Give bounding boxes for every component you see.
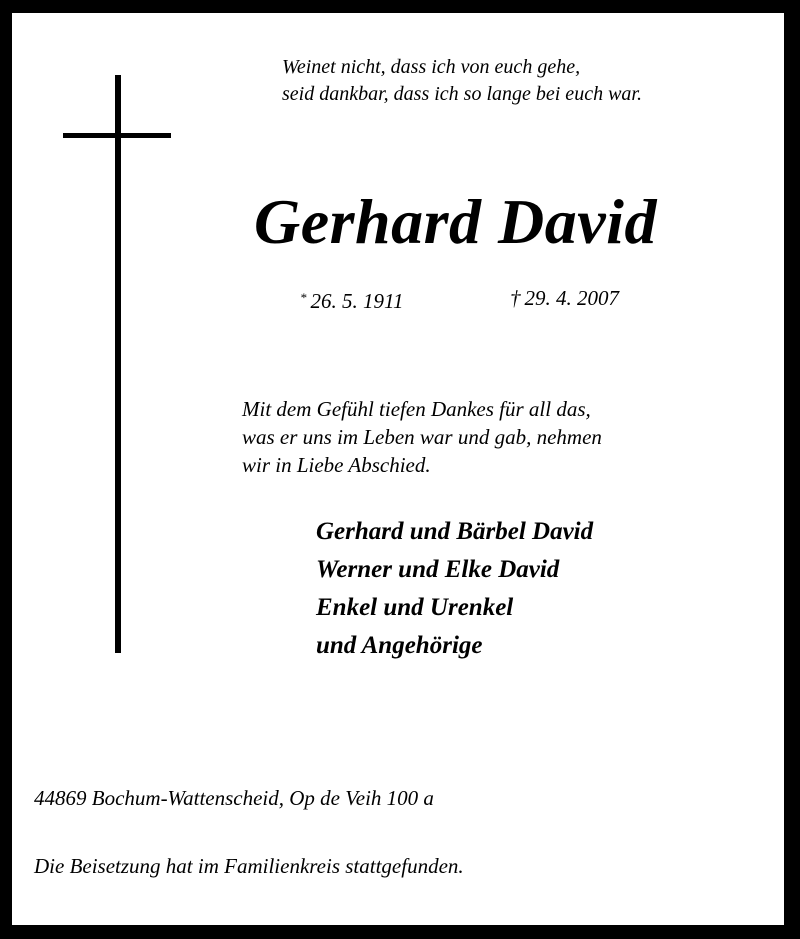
motto-line: Weinet nicht, dass ich von euch gehe, (282, 56, 581, 78)
death-date (510, 284, 619, 312)
birth-date (300, 284, 403, 315)
thanks-text (242, 395, 602, 479)
birth-date-value: 26. 5. 1911 (310, 289, 404, 313)
thanks-line: wir in Liebe Abschied. (242, 453, 431, 477)
burial-note: Die Beisetzung hat im Familienkreis stattgefunden. (34, 854, 464, 878)
deceased-name: Gerhard David (254, 186, 657, 257)
motto-quote (282, 54, 642, 108)
cross-vertical-bar (115, 75, 121, 653)
motto-line: seid dankbar, dass ich so lange bei euch war. (282, 83, 642, 105)
mourner-entry: Enkel und Urenkel (316, 594, 514, 621)
death-date-value: 29. 4. 2007 (524, 286, 619, 310)
mourner-entry: Gerhard und Bärbel David (316, 518, 594, 545)
mourners-list (316, 513, 593, 665)
death-dagger-icon: † (510, 286, 521, 310)
cross-horizontal-bar (63, 133, 171, 138)
address: 44869 Bochum-Wattenscheid, Op de Veih 100 a (34, 786, 434, 810)
mourner-entry: und Angehörige (316, 632, 483, 659)
thanks-line: was er uns im Leben war und gab, nehmen (242, 425, 602, 449)
mourner-entry: Werner und Elke David (316, 556, 560, 583)
thanks-line: Mit dem Gefühl tiefen Dankes für all das, (242, 397, 591, 421)
birth-star-icon: * (300, 290, 307, 305)
